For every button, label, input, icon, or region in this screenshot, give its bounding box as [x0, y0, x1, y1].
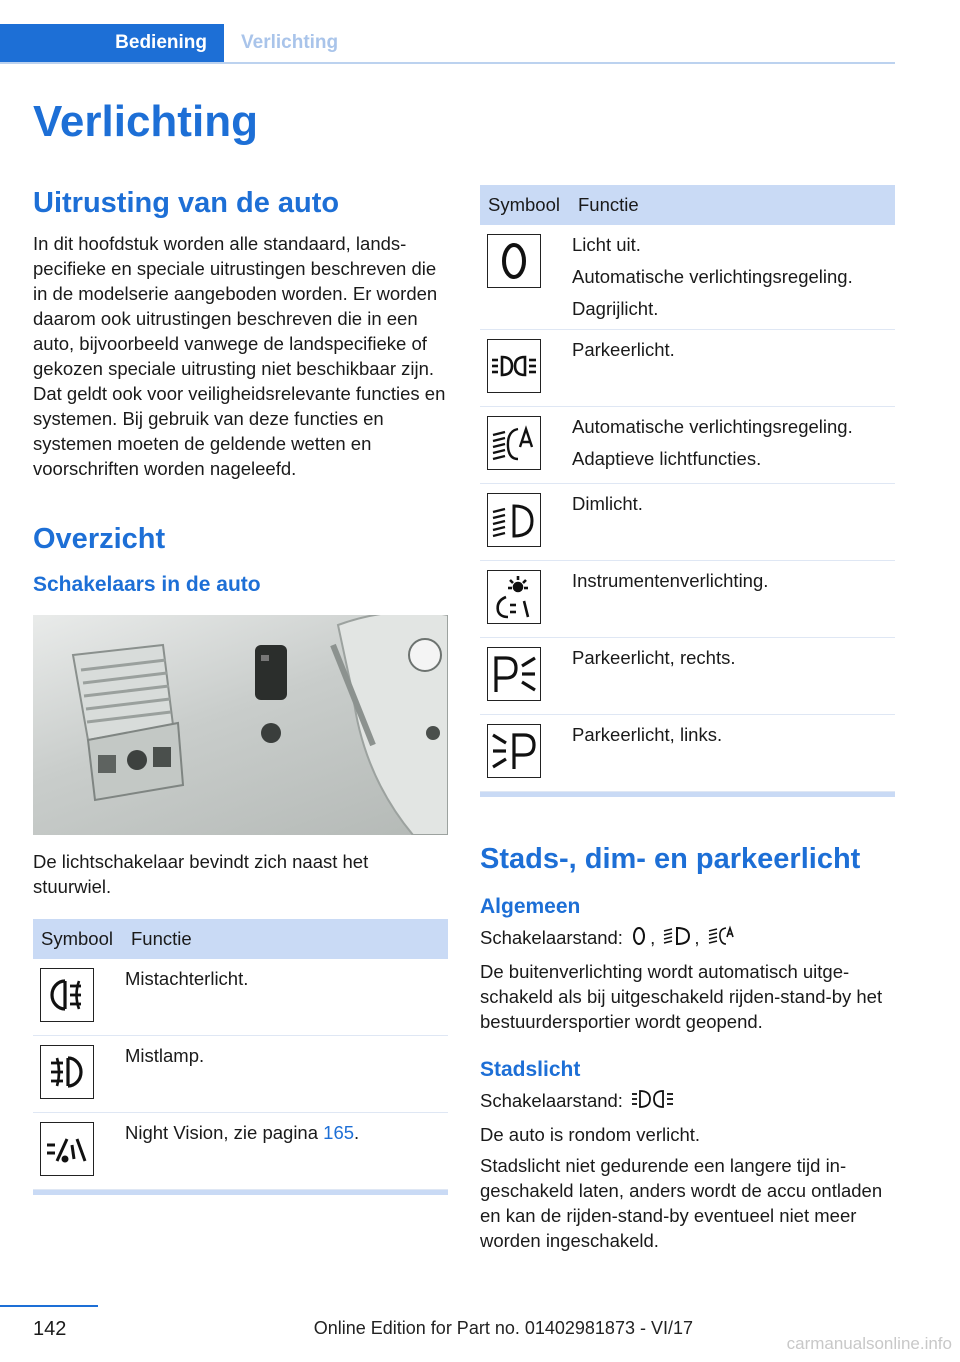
- subsection-title-algemeen: Algemeen: [480, 895, 581, 918]
- header-tab-bar: [0, 24, 895, 64]
- symbol-table-right: [480, 185, 895, 792]
- table-row: [480, 225, 895, 330]
- row-text: [570, 225, 895, 330]
- row-text: [570, 715, 895, 792]
- right-column: [480, 185, 895, 1253]
- row-line: Dagrijlicht.: [572, 298, 659, 319]
- row-line: Instrumentenverlichting.: [572, 570, 769, 591]
- tab-bediening[interactable]: Bediening: [0, 24, 224, 62]
- row-text-main: Night Vision, zie pagina: [125, 1122, 324, 1143]
- col-header-symbol: Symbool: [33, 919, 123, 959]
- table-row: [480, 407, 895, 484]
- footer-rule: [0, 1305, 98, 1307]
- rear-fog-light-icon: [40, 968, 94, 1022]
- col-header-functie: Functie: [570, 185, 895, 225]
- table-row: [480, 484, 895, 561]
- subsection-title-schakelaars: Schakelaars in de auto: [33, 573, 261, 596]
- table-end-bar: [480, 792, 895, 797]
- separator: ,: [650, 927, 656, 948]
- row-line: Parkeerlicht, rechts.: [572, 647, 736, 668]
- row-text: [570, 407, 895, 484]
- row-line: Licht uit.: [572, 234, 641, 255]
- col-header-symbol: Symbool: [480, 185, 570, 225]
- row-line: Automatische verlichtingsregeling.: [572, 416, 853, 437]
- table-row: [33, 1036, 448, 1113]
- auto-headlight-icon: [708, 925, 736, 953]
- page-title: Verlichting: [33, 97, 258, 146]
- algemeen-switch-line: [480, 925, 895, 953]
- section-title-overzicht: Overzicht: [33, 523, 166, 555]
- table-end-bar: [33, 1190, 448, 1195]
- page-link-165[interactable]: 165: [323, 1122, 355, 1143]
- parking-lights-icon: [487, 339, 541, 393]
- switch-label: Schakelaarstand:: [480, 927, 623, 948]
- row-text: [570, 484, 895, 561]
- low-beam-icon: [487, 493, 541, 547]
- fog-lamp-icon: [40, 1045, 94, 1099]
- table-row: [33, 1113, 448, 1190]
- auto-headlight-icon: [487, 416, 541, 470]
- table-row: [33, 959, 448, 1036]
- dashboard-photo: [33, 615, 448, 835]
- tab-verlichting[interactable]: Verlichting: [241, 32, 339, 53]
- stadslicht-switch-line: [480, 1088, 895, 1116]
- parking-light-left-icon: [487, 724, 541, 778]
- table-row: [480, 561, 895, 638]
- watermark: carmanualsonline.info: [786, 1334, 952, 1353]
- row-text: [123, 1113, 448, 1190]
- lights-off-icon: [487, 234, 541, 288]
- section-title-uitrusting: Uitrusting van de auto: [33, 187, 340, 219]
- page-number: 142: [33, 1318, 67, 1340]
- row-line: Automatische verlichtingsregeling.: [572, 266, 853, 287]
- parking-light-right-icon: [487, 647, 541, 701]
- switch-label: Schakelaarstand:: [480, 1090, 623, 1112]
- row-text-suffix: .: [354, 1122, 360, 1143]
- section-title-stads: Stads-, dim- en parkeerlicht: [480, 843, 861, 875]
- symbol-table-left: [33, 919, 448, 1190]
- table-row: [480, 638, 895, 715]
- photo-caption: De lichtschakelaar bevindt zich naast het stuurwiel.: [33, 851, 369, 897]
- edition-note: Online Edition for Part no. 01402981873 - VI/17: [313, 1318, 693, 1338]
- instrument-lighting-icon: [487, 570, 541, 624]
- table-row: [480, 330, 895, 407]
- row-text: Mistachterlicht.: [123, 959, 448, 1036]
- row-text: [570, 330, 895, 407]
- table-row: [480, 715, 895, 792]
- parking-lights-icon: [631, 1088, 677, 1116]
- row-text: [570, 561, 895, 638]
- separator: ,: [694, 927, 700, 948]
- row-text: Mistlamp.: [123, 1036, 448, 1113]
- col-header-functie: Functie: [123, 919, 448, 959]
- algemeen-paragraph: De buitenverlichting wordt automatisch uitgeschakeld als bij uitgeschakeld rijden-stand-by het bestuurdersportier wordt geopend.: [480, 961, 883, 1033]
- uitrusting-paragraph: In dit hoofdstuk worden alle standaard, landspecifieke en speciale uitrustingen beschreven die in de modelserie aangeboden worden. Er worden daarom ook uitrustingen beschreven die in een auto, bijvoorbeeld vanwege de landspecifieke of gekozen speciale uitrusting niet beschikbaar zijn. Dat geldt ook voor veiligheidsrelevante functies en systemen. Bij gebruik van deze functies en systemen moeten de geldende wetten en voorschriften worden nageleefd.: [33, 233, 446, 479]
- row-line: Parkeerlicht.: [572, 339, 675, 360]
- row-line: Parkeerlicht, links.: [572, 724, 723, 745]
- low-beam-icon: [663, 925, 691, 953]
- row-line: Adaptieve lichtfuncties.: [572, 448, 762, 469]
- lights-off-icon: [631, 925, 647, 953]
- subsection-title-stadslicht: Stadslicht: [480, 1058, 581, 1082]
- row-text: [570, 638, 895, 715]
- row-line: Dimlicht.: [572, 493, 643, 514]
- stadslicht-paragraph-2: Stadslicht niet gedurende een langere tijd ingeschakeld laten, anders wordt de accu ontladen en kan de rijden-stand-by eventueel niet meer worden ingeschakeld.: [480, 1155, 883, 1252]
- stadslicht-paragraph-1: De auto is rondom verlicht.: [480, 1124, 701, 1146]
- night-vision-icon: [40, 1122, 94, 1176]
- left-column: [33, 185, 448, 1195]
